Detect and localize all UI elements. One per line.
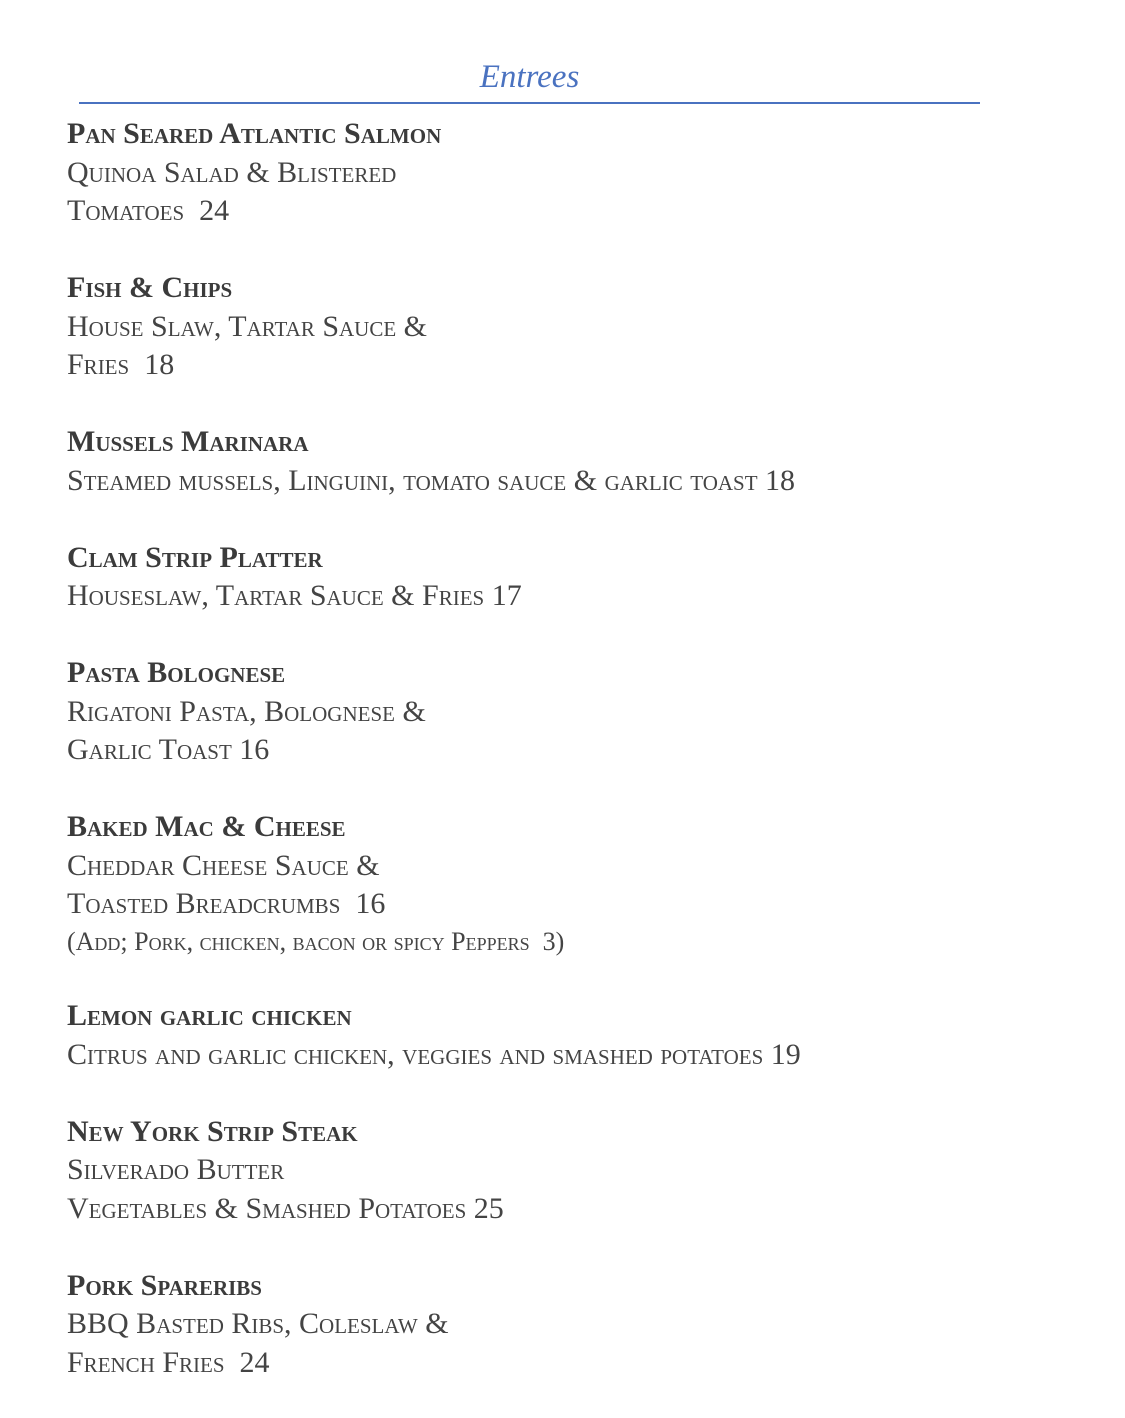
item-description: Citrus and garlic chicken, veggies and smashed potatoes 19 <box>67 1037 801 1071</box>
menu-item-spareribs <box>67 1267 1067 1383</box>
item-name: Mussels Marinara <box>67 425 309 458</box>
menu-item-pasta-bolognese <box>67 654 1067 770</box>
spacer <box>67 616 1067 655</box>
item-name: Lemon garlic chicken <box>67 999 352 1032</box>
item-name: Pan Seared Atlantic Salmon <box>67 117 442 150</box>
spacer <box>67 231 1067 270</box>
menu-item-clam-strip <box>67 539 1067 616</box>
item-description: Silverado Butter <box>67 1153 285 1186</box>
item-description: French Fries 24 <box>67 1345 270 1379</box>
menu-item-salmon <box>67 115 1067 231</box>
spacer <box>67 500 1067 539</box>
section-header <box>79 60 980 104</box>
item-description: BBQ Basted Ribs, Coleslaw & <box>67 1307 449 1340</box>
item-name: Pork Spareribs <box>67 1268 262 1302</box>
item-name: Pasta Bolognese <box>67 656 286 689</box>
menu-item-lemon-chicken <box>67 997 1067 1074</box>
item-name: Clam Strip Platter <box>67 540 323 574</box>
spacer <box>67 385 1067 424</box>
item-description: Garlic Toast 16 <box>67 733 270 766</box>
spacer <box>67 1074 1067 1113</box>
item-description: Cheddar Cheese Sauce & <box>67 848 380 882</box>
menu-item-fish-chips <box>67 269 1067 385</box>
section-title: Entrees <box>479 59 580 95</box>
menu-item-strip-steak <box>67 1113 1067 1229</box>
item-description: Toasted Breadcrumbs 16 <box>67 887 386 920</box>
item-description: Quinoa Salad & Blistered <box>67 155 397 189</box>
spacer <box>67 959 1067 998</box>
item-description: Rigatoni Pasta, Bolognese & <box>67 694 426 728</box>
spacer <box>67 770 1067 809</box>
menu-item-mussels <box>67 423 1067 500</box>
item-description: Steamed mussels, Linguini, tomato sauce & garlic toast 18 <box>67 463 796 497</box>
item-description: Houseslaw, Tartar Sauce & Fries 17 <box>67 579 522 612</box>
item-name: Baked Mac & Cheese <box>67 810 346 843</box>
menu-list <box>67 115 1067 1382</box>
item-addon-note: (Add; Pork, chicken, bacon or spicy Peppers 3) <box>67 926 565 956</box>
item-description: Tomatoes 24 <box>67 194 230 227</box>
spacer <box>67 1228 1067 1267</box>
item-description: Fries 18 <box>67 348 175 381</box>
item-name: Fish & Chips <box>67 271 233 304</box>
menu-item-mac-cheese <box>67 808 1067 959</box>
item-name: New York Strip Steak <box>67 1114 358 1148</box>
item-description: Vegetables & Smashed Potatoes 25 <box>67 1191 504 1225</box>
item-description: House Slaw, Tartar Sauce & <box>67 309 428 343</box>
